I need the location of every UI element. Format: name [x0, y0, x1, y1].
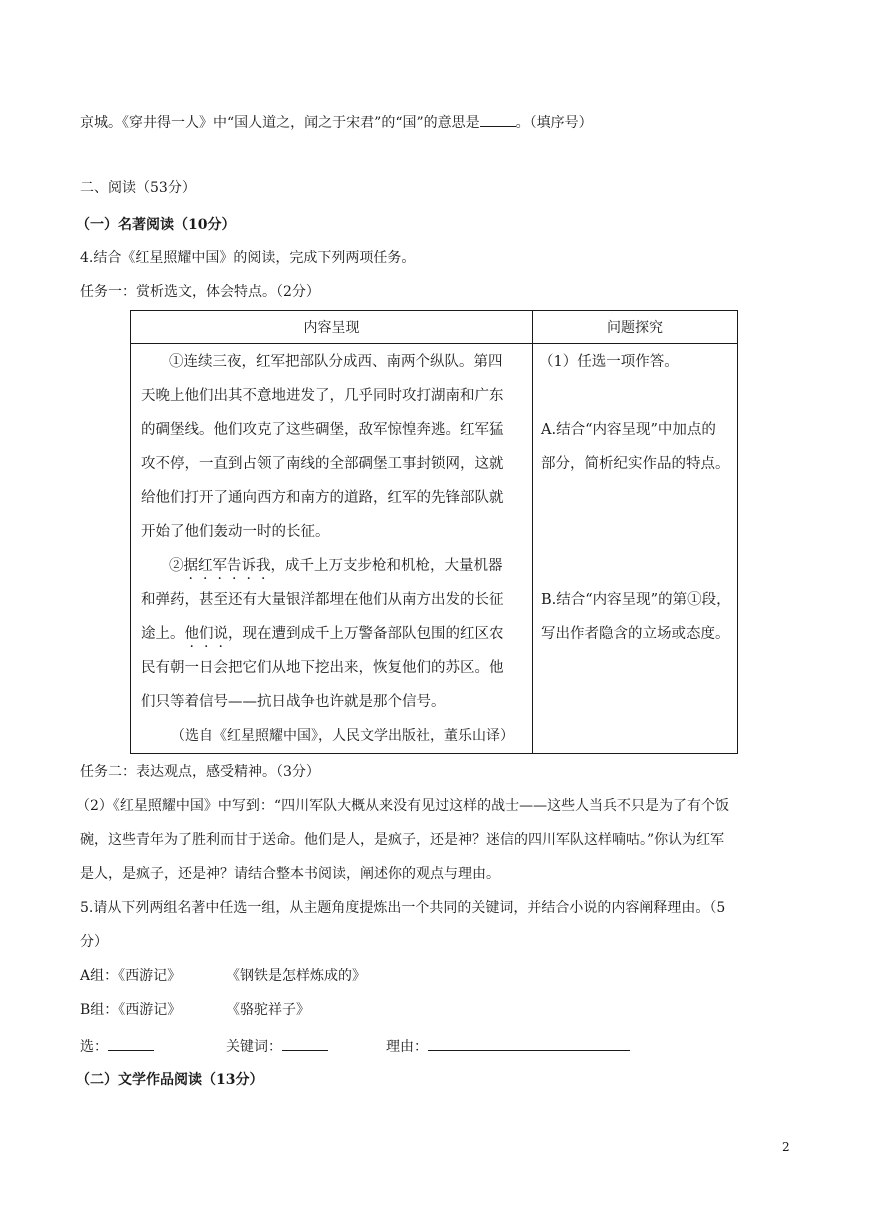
question-2-line-1: （2）《红星照耀中国》中写到：“四川军队大概从来没有见过这样的战士——这些人当兵不只是为了有个饭 [76, 798, 730, 814]
select-blank[interactable] [108, 1036, 154, 1051]
question-1-prompt: （1）任选一项作答。 [539, 354, 679, 370]
passage-2-line-5: 们只等着信号——抗日战争也许就是那个信号。 [141, 694, 446, 710]
top-line [80, 112, 593, 133]
group-a-label: A组：《西游记》 [80, 968, 182, 984]
option-a-line-2: 部分，简析纪实作品的特点。 [541, 456, 730, 472]
table-header-divider [131, 343, 737, 344]
page-number: 2 [782, 1140, 790, 1154]
keyword-blank[interactable] [282, 1036, 328, 1051]
passage-1-line-1: ①连续三夜，红军把部队分成西、南两个纵队。第四 [169, 354, 503, 370]
reason-blank[interactable] [428, 1036, 630, 1051]
passage-1-line-4: 攻不停，一直到占领了南线的全部碉堡工事封锁网，这就 [141, 456, 504, 472]
subsection-two-heading: （二）文学作品阅读（13分） [76, 1072, 264, 1088]
passage-2-line-1-rest: ，成千上万支步枪和机枪，大量机器 [270, 558, 503, 574]
answer-blank[interactable] [480, 112, 516, 127]
answer-reason-label: 理由： [386, 1039, 428, 1055]
dotted-phrase-1: 据红军告诉我 [183, 558, 271, 574]
answer-reason [386, 1036, 630, 1057]
group-b-label: B组：《西游记》 [80, 1002, 182, 1018]
answer-select-label: 选： [80, 1039, 108, 1055]
reading-table [130, 310, 738, 754]
passage-2-line-3 [141, 617, 525, 651]
question-2-line-3: 是人，是疯子，还是神？请结合整本书阅读，阐述你的观点与理由。 [80, 866, 500, 882]
question-5-line-1: 5.请从下列两组名著中任选一组，从主题角度提炼出一个共同的关键词，并结合小说的内容阐释理由。（5 [80, 900, 726, 916]
passage-2-line-1 [169, 549, 553, 583]
question-4: 4.结合《红星照耀中国》的阅读，完成下列两项任务。 [80, 250, 416, 266]
passage-1-line-5: 给他们打开了通向西方和南方的道路，红军的先锋部队就 [141, 490, 504, 506]
top-line-end: 。（填序号） [515, 115, 593, 131]
group-b-book: 《骆驼祥子》 [226, 1002, 310, 1018]
passage-2-number: ② [169, 558, 184, 574]
passage-1-line-6: 开始了他们轰动一时的长征。 [141, 524, 330, 540]
passage-2-line-2: 和弹药，甚至还有大量银洋都埋在他们从南方出发的长征 [141, 592, 504, 608]
answer-select [80, 1036, 154, 1057]
question-2-line-2: 碗，这些青年为了胜利而甘于送命。他们是人，是疯子，还是神？迷信的四川军队这样喃咕。”你认为红军 [80, 832, 725, 848]
task-one: 任务一：赏析选文，体会特点。（2分） [80, 284, 320, 300]
passage-2-line-3-start: 途上。 [141, 626, 185, 642]
option-a-line-1: A.结合“内容呈现”中加点的 [541, 422, 716, 438]
passage-source: （选自《红星照耀中国》，人民文学出版社，董乐山译） [171, 728, 514, 744]
task-two: 任务二：表达观点，感受精神。（3分） [80, 764, 320, 780]
subsection-one-heading: （一）名著阅读（10分） [76, 217, 236, 233]
answer-keyword-label: 关键词： [226, 1039, 282, 1055]
table-header-content: 内容呈现 [303, 320, 360, 336]
answer-keyword [226, 1036, 328, 1057]
passage-1-line-3: 的碉堡线。他们攻克了这些碉堡，敌军惊惶奔逃。红军猛 [141, 422, 504, 438]
question-5-line-2: 分） [80, 934, 108, 950]
dotted-phrase-2: 他们说 [184, 626, 228, 642]
option-b-line-2: 写出作者隐含的立场或态度。 [541, 626, 730, 642]
table-header-question: 问题探究 [607, 320, 663, 336]
top-line-text: 京城。《穿井得一人》中“国人道之，闻之于宋君”的“国”的意思是 [80, 115, 480, 131]
passage-2-line-4: 民有朝一日会把它们从地下挖出来，恢复他们的苏区。他 [141, 660, 504, 676]
passage-2-line-3-rest: ，现在遭到成千上万警备部队包围的红区农 [228, 626, 504, 642]
section-two-heading: 二、阅读（53分） [80, 180, 196, 196]
passage-1-line-2: 天晚上他们出其不意地进发了，几乎同时攻打湖南和广东 [141, 388, 504, 404]
option-b-line-1: B.结合“内容呈现”的第①段， [541, 592, 731, 608]
group-a-book: 《钢铁是怎样炼成的》 [226, 968, 366, 984]
